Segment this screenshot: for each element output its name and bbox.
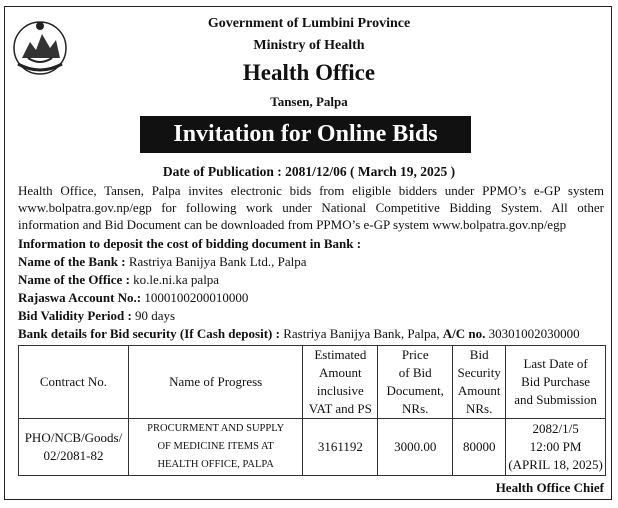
lastdate-line: 12:00 PM bbox=[529, 439, 582, 454]
office-title: Health Office bbox=[242, 60, 376, 85]
account-label: Rajaswa Account No.: bbox=[18, 290, 142, 305]
contract-line: 02/2081-82 bbox=[43, 448, 104, 463]
office-name-value: ko.le.ni.ka palpa bbox=[129, 272, 220, 287]
account-line bbox=[18, 290, 248, 306]
header-price-line: Price bbox=[401, 347, 429, 362]
notice-paragraph: Health Office, Tansen, Palpa invites electronic bids from eligible bidders under PPMO’s e-GP system www.bolpatra.gov.np/egp for following work under National Competitive Bidding System. All other information and Bid Document can be downloaded from PPMO’s e-GP system www.bolpatra.gov.np/egp bbox=[18, 183, 604, 232]
office-name-label: Name of the Office : bbox=[18, 272, 130, 287]
cell-price-of-bid: 3000.00 bbox=[378, 419, 453, 476]
header-last-date bbox=[506, 346, 606, 419]
cell-bid-security: 80000 bbox=[453, 419, 506, 476]
validity-label: Bid Validity Period : bbox=[18, 308, 132, 323]
header-lastdate-line: Last Date of bbox=[523, 356, 588, 371]
header-bid-security bbox=[453, 346, 506, 419]
security-line bbox=[18, 326, 580, 342]
table-header-row bbox=[19, 346, 606, 419]
publication-date: Date of Publication : 2081/12/06 ( March 19, 2025 ) bbox=[162, 164, 456, 179]
header-security-line: Security bbox=[457, 365, 501, 380]
cell-estimated-amount: 3161192 bbox=[303, 419, 378, 476]
header-price-line: of Bid bbox=[398, 365, 432, 380]
account-number-value: 30301002030000 bbox=[485, 326, 580, 341]
header-price-of-bid bbox=[378, 346, 453, 419]
lastdate-line: (APRIL 18, 2025) bbox=[508, 457, 603, 472]
office-location: Tansen, Palpa bbox=[270, 94, 348, 109]
cell-contract-no bbox=[19, 419, 129, 476]
header-security-line: Bid bbox=[469, 347, 489, 362]
validity-line bbox=[18, 308, 175, 324]
government-title: Government of Lumbini Province bbox=[207, 16, 411, 31]
bank-name-value: Rastriya Banijya Bank Ltd., Palpa bbox=[125, 254, 307, 269]
security-label: Bank details for Bid security (If Cash deposit) : bbox=[18, 326, 280, 341]
header-security-line: NRs. bbox=[466, 401, 493, 416]
lastdate-line: 2082/1/5 bbox=[532, 421, 579, 436]
deposit-info-heading: Information to deposit the cost of bidding document in Bank : bbox=[18, 236, 362, 251]
contract-line: PHO/NCB/Goods/ bbox=[24, 430, 123, 445]
cell-last-date bbox=[506, 419, 606, 476]
invitation-banner: Invitation for Online Bids bbox=[140, 116, 471, 153]
bank-name-label: Name of the Bank : bbox=[18, 254, 126, 269]
office-name-line bbox=[18, 272, 219, 288]
header-security-line: Amount bbox=[457, 383, 501, 398]
bids-table bbox=[18, 345, 606, 476]
progress-line: HEALTH OFFICE, PALPA bbox=[157, 459, 274, 470]
progress-line: OF MEDICINE ITEMS AT bbox=[157, 441, 274, 452]
header-contract-no: Contract No. bbox=[19, 346, 129, 419]
header-lastdate-line: Bid Purchase bbox=[521, 374, 591, 389]
header-name-of-progress: Name of Progress bbox=[128, 346, 302, 419]
validity-value: 90 days bbox=[131, 308, 176, 323]
account-number-label: A/C no. bbox=[442, 326, 486, 341]
signature: Health Office Chief bbox=[495, 480, 604, 495]
header-price-line: NRs. bbox=[402, 401, 429, 416]
progress-line: PROCURMENT AND SUPPLY bbox=[147, 423, 285, 434]
security-value: Rastriya Banijya Bank, Palpa, bbox=[279, 326, 443, 341]
bank-name-line bbox=[18, 254, 307, 270]
header-estimated-amount bbox=[303, 346, 378, 419]
header-amount-line: Amount bbox=[319, 365, 362, 380]
header-price-line: Document, bbox=[386, 383, 444, 398]
header-amount-line: Estimated bbox=[314, 347, 367, 362]
header-lastdate-line: and Submission bbox=[514, 392, 597, 407]
header-amount-line: inclusive bbox=[316, 383, 364, 398]
table-row bbox=[19, 419, 606, 476]
account-value: 1000100200010000 bbox=[141, 290, 249, 305]
cell-name-of-progress bbox=[128, 419, 302, 476]
ministry-title: Ministry of Health bbox=[253, 38, 365, 53]
header-amount-line: VAT and PS bbox=[308, 401, 372, 416]
